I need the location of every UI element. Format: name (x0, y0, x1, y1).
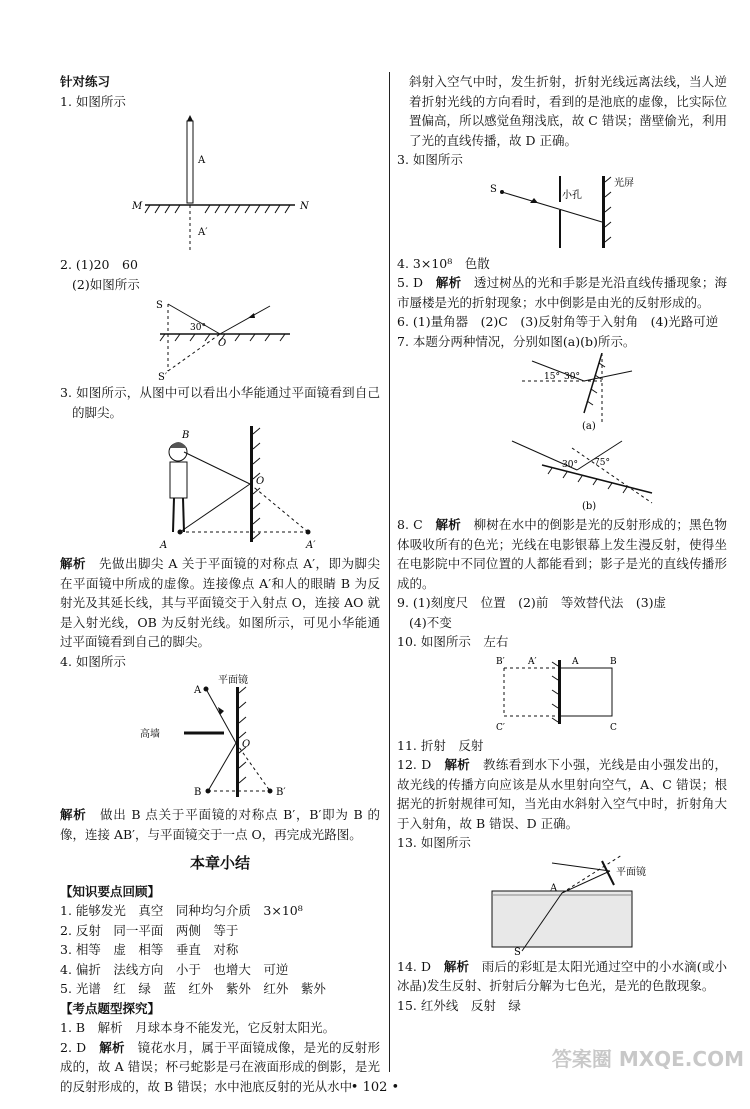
figure-1-mirror-image (120, 113, 320, 253)
figure-r7-cases (452, 353, 672, 513)
q2b-text: (2)如图所示 (72, 276, 140, 292)
fig13-label-mirror: 平面镜 (616, 866, 646, 878)
fig2-angle: 30° (190, 323, 206, 333)
q12-jiexi-label: 解析 (444, 757, 471, 772)
fig-r3-label-s: S (490, 183, 497, 195)
r-q4-text: 4. 3×10⁸ 色散 (397, 255, 490, 271)
q3-jiexi-label: 解析 (60, 556, 86, 571)
e2-jiexi-label: 解析 (99, 1039, 125, 1055)
r-q3-text: 3. 如图所示 (397, 152, 463, 167)
figure-2-reflection (120, 296, 320, 381)
fig4-label-b-prime: B′ (276, 787, 286, 798)
q14-answer: 14. D (397, 958, 432, 974)
r-q15-text: 15. 红外线 反射 绿 (397, 997, 521, 1013)
q12-answer: 12. D (397, 757, 432, 772)
fig3-label-o: O (256, 476, 265, 487)
r-q9b-text: (4)不变 (409, 614, 452, 630)
fig1-label-a: A (198, 155, 206, 166)
fig13-label-s: S (514, 946, 521, 955)
review-item-4: 4. 偏折 法线方向 小于 也增大 可逆 (60, 961, 289, 977)
q2a-text: 2. (1)20 60 (60, 257, 138, 272)
fig4-label-b: B (194, 787, 202, 798)
review-heading: 【知识要点回顾】 (60, 883, 161, 899)
q5-jiexi-label: 解析 (435, 275, 462, 290)
chapter-summary-title: 本章小结 (189, 854, 250, 872)
fig3-label-a-prime: A′ (306, 540, 316, 551)
q4-explanation (60, 805, 380, 844)
fig10-label-b: B (610, 656, 617, 667)
r-q8-text (397, 515, 727, 593)
r-q7-text: 7. 本题分两种情况，分别如图(a)(b)所示。 (397, 333, 636, 349)
continued-text: 斜射入空气中时，发生折射，折射光线远离法线，当人逆着折射光线的方向看时，看到的是池底的虚像，比实际位置偏高，所以感觉鱼翔浅底，故 C 错误；凿壁偷光，利用了光的直线传播，故 D 正确。 (409, 74, 727, 148)
section-title: 针对练习 (60, 74, 111, 89)
r-q11-text: 11. 折射 反射 (397, 737, 484, 753)
fig7a-angle2: 30° (564, 372, 580, 382)
fig7b-angle2: 75° (594, 458, 610, 468)
fig-r3-label-hole: 小孔 (562, 189, 582, 201)
fig7b-caption: (b) (582, 501, 597, 512)
fig10-label-c-prime: C′ (496, 722, 505, 733)
fig1-label-n: N (300, 201, 309, 212)
fig4-label-mirror: 平面镜 (218, 675, 248, 686)
fig2-label-o: O (218, 338, 227, 349)
fig4-label-o: O (242, 739, 251, 750)
figure-3-boy-mirror (120, 424, 320, 552)
figure-r10-mirror-image (462, 654, 662, 734)
fig2-label-s-prime: S′ (158, 372, 168, 381)
fig4-label-wall: 高墙 (140, 729, 160, 740)
r-q5-text (397, 273, 727, 312)
right-column (397, 72, 727, 1015)
left-column (60, 72, 380, 1096)
fig3-label-b: B (182, 430, 190, 441)
q8-text: 柳树在水中的倒影是光的反射形成的；黑色物体吸收所有的色光；光线在电影银幕上发生漫反射，使得坐在电影院中不同位置的人都能看到；影子是光的直线传播形成的。 (397, 517, 727, 591)
q3-explanation (60, 554, 380, 652)
r-q6-text: 6. (1)量角器 (2)C (3)反射角等于入射角 (4)光路可逆 (397, 314, 719, 329)
q1-text: 1. 如图所示 (60, 93, 126, 109)
r-q14-text (397, 957, 727, 996)
q5-answer: 5. D (397, 275, 424, 290)
q8-answer: 8. C (397, 517, 423, 532)
q5-text: 透过树丛的光和手影是光沿直线传播现象；海市蜃楼是光的折射现象；水中倒影是由光的反射形成的。 (397, 275, 727, 310)
column-divider (389, 72, 390, 1072)
fig10-label-a: A (572, 656, 579, 667)
watermark: 答案圈 MXQE.COM (551, 1047, 744, 1071)
fig3-label-a: A (160, 540, 168, 551)
q3-text: 3. 如图所示，从图中可以看出小华能通过平面镜看到自己的脚尖。 (60, 385, 380, 420)
review-item-1: 1. 能够发光 真空 同种均匀介质 3×10⁸ (60, 903, 303, 918)
q3-explanation-text: 先做出脚尖 A 关于平面镜的对称点 A′，即为脚尖在平面镜中所成的虚像。连接像点 A′和人的眼睛 B 为反射光及其延长线，其与平面镜交于入射点 O，连接 AO 就是入射光线，OB 为反射光线。如图所示，可见小华能通过平面镜看到自己的脚尖。 (60, 556, 380, 649)
q12-text: 教练看到水下小强，光线是由小强发出的，故光线的传播方向应该是从水里射向空气，A、C 错误；根据光的折射规律可知，当光由水斜射入空气中时，折射角大于入射角，故 B 错误、D 正确。 (397, 757, 727, 831)
fig-r3-label-screen: 光屏 (614, 177, 634, 189)
fig1-label-a-prime: A′ (198, 227, 208, 238)
explore-item-1: 1. B 解析 月球本身不能发光，它反射太阳光。 (60, 1020, 336, 1035)
r-q10-text: 10. 如图所示 左右 (397, 634, 509, 649)
q4-explanation-text: 做出 B 点关于平面镜的对称点 B′，B′即为 B 的像，连接 AB′，与平面镜交于一点 O，再完成光路图。 (60, 807, 380, 842)
review-item-2: 2. 反射 同一平面 两侧 等于 (60, 922, 239, 938)
fig1-label-m: M (132, 201, 143, 212)
e2-answer: 2. D (60, 1039, 87, 1055)
fig13-label-a: A (550, 882, 558, 894)
figure-r13-water-mirror (462, 855, 662, 955)
r-q13-text: 13. 如图所示 (397, 835, 471, 850)
r-q9-text: 9. (1)刻度尺 位置 (2)前 等效替代法 (3)虚 (397, 595, 667, 610)
fig10-label-c: C (610, 722, 617, 733)
fig10-label-a-prime: A′ (528, 656, 537, 667)
q14-jiexi-label: 解析 (443, 958, 470, 974)
e2-text: 镜花水月，属于平面镜成像，是光的反射形成的，故 A 错误；杯弓蛇影是弓在液面形成的倒影，是光的反射形成的，故 B 错误；水中池底反射的光从水中 (60, 1039, 380, 1094)
review-item-3: 3. 相等 虚 相等 垂直 对称 (60, 942, 239, 957)
figure-r3-pinhole (462, 172, 662, 252)
r-q12-text (397, 755, 727, 833)
q4-text: 4. 如图所示 (60, 653, 126, 669)
explore-heading: 【考点题型探究】 (60, 1000, 161, 1016)
fig7a-angle1: 15° (544, 372, 560, 382)
review-item-5: 5. 光谱 红 绿 蓝 红外 紫外 红外 紫外 (60, 981, 326, 996)
q8-jiexi-label: 解析 (435, 517, 461, 532)
page-number: • 102 • (350, 1080, 400, 1095)
figure-4-wall-mirror (120, 673, 320, 803)
fig7b-angle1: 30° (562, 460, 578, 470)
fig10-label-b-prime: B′ (496, 656, 505, 667)
fig4-label-a: A (194, 685, 202, 696)
fig7a-caption: (a) (582, 421, 596, 432)
q14-text: 雨后的彩虹是太阳光通过空中的小水滴(或小冰晶)发生反射、折射后分解为七色光，是光的色散现象。 (397, 958, 727, 993)
q4-jiexi-label: 解析 (60, 807, 87, 822)
fig2-label-s: S (156, 300, 163, 311)
